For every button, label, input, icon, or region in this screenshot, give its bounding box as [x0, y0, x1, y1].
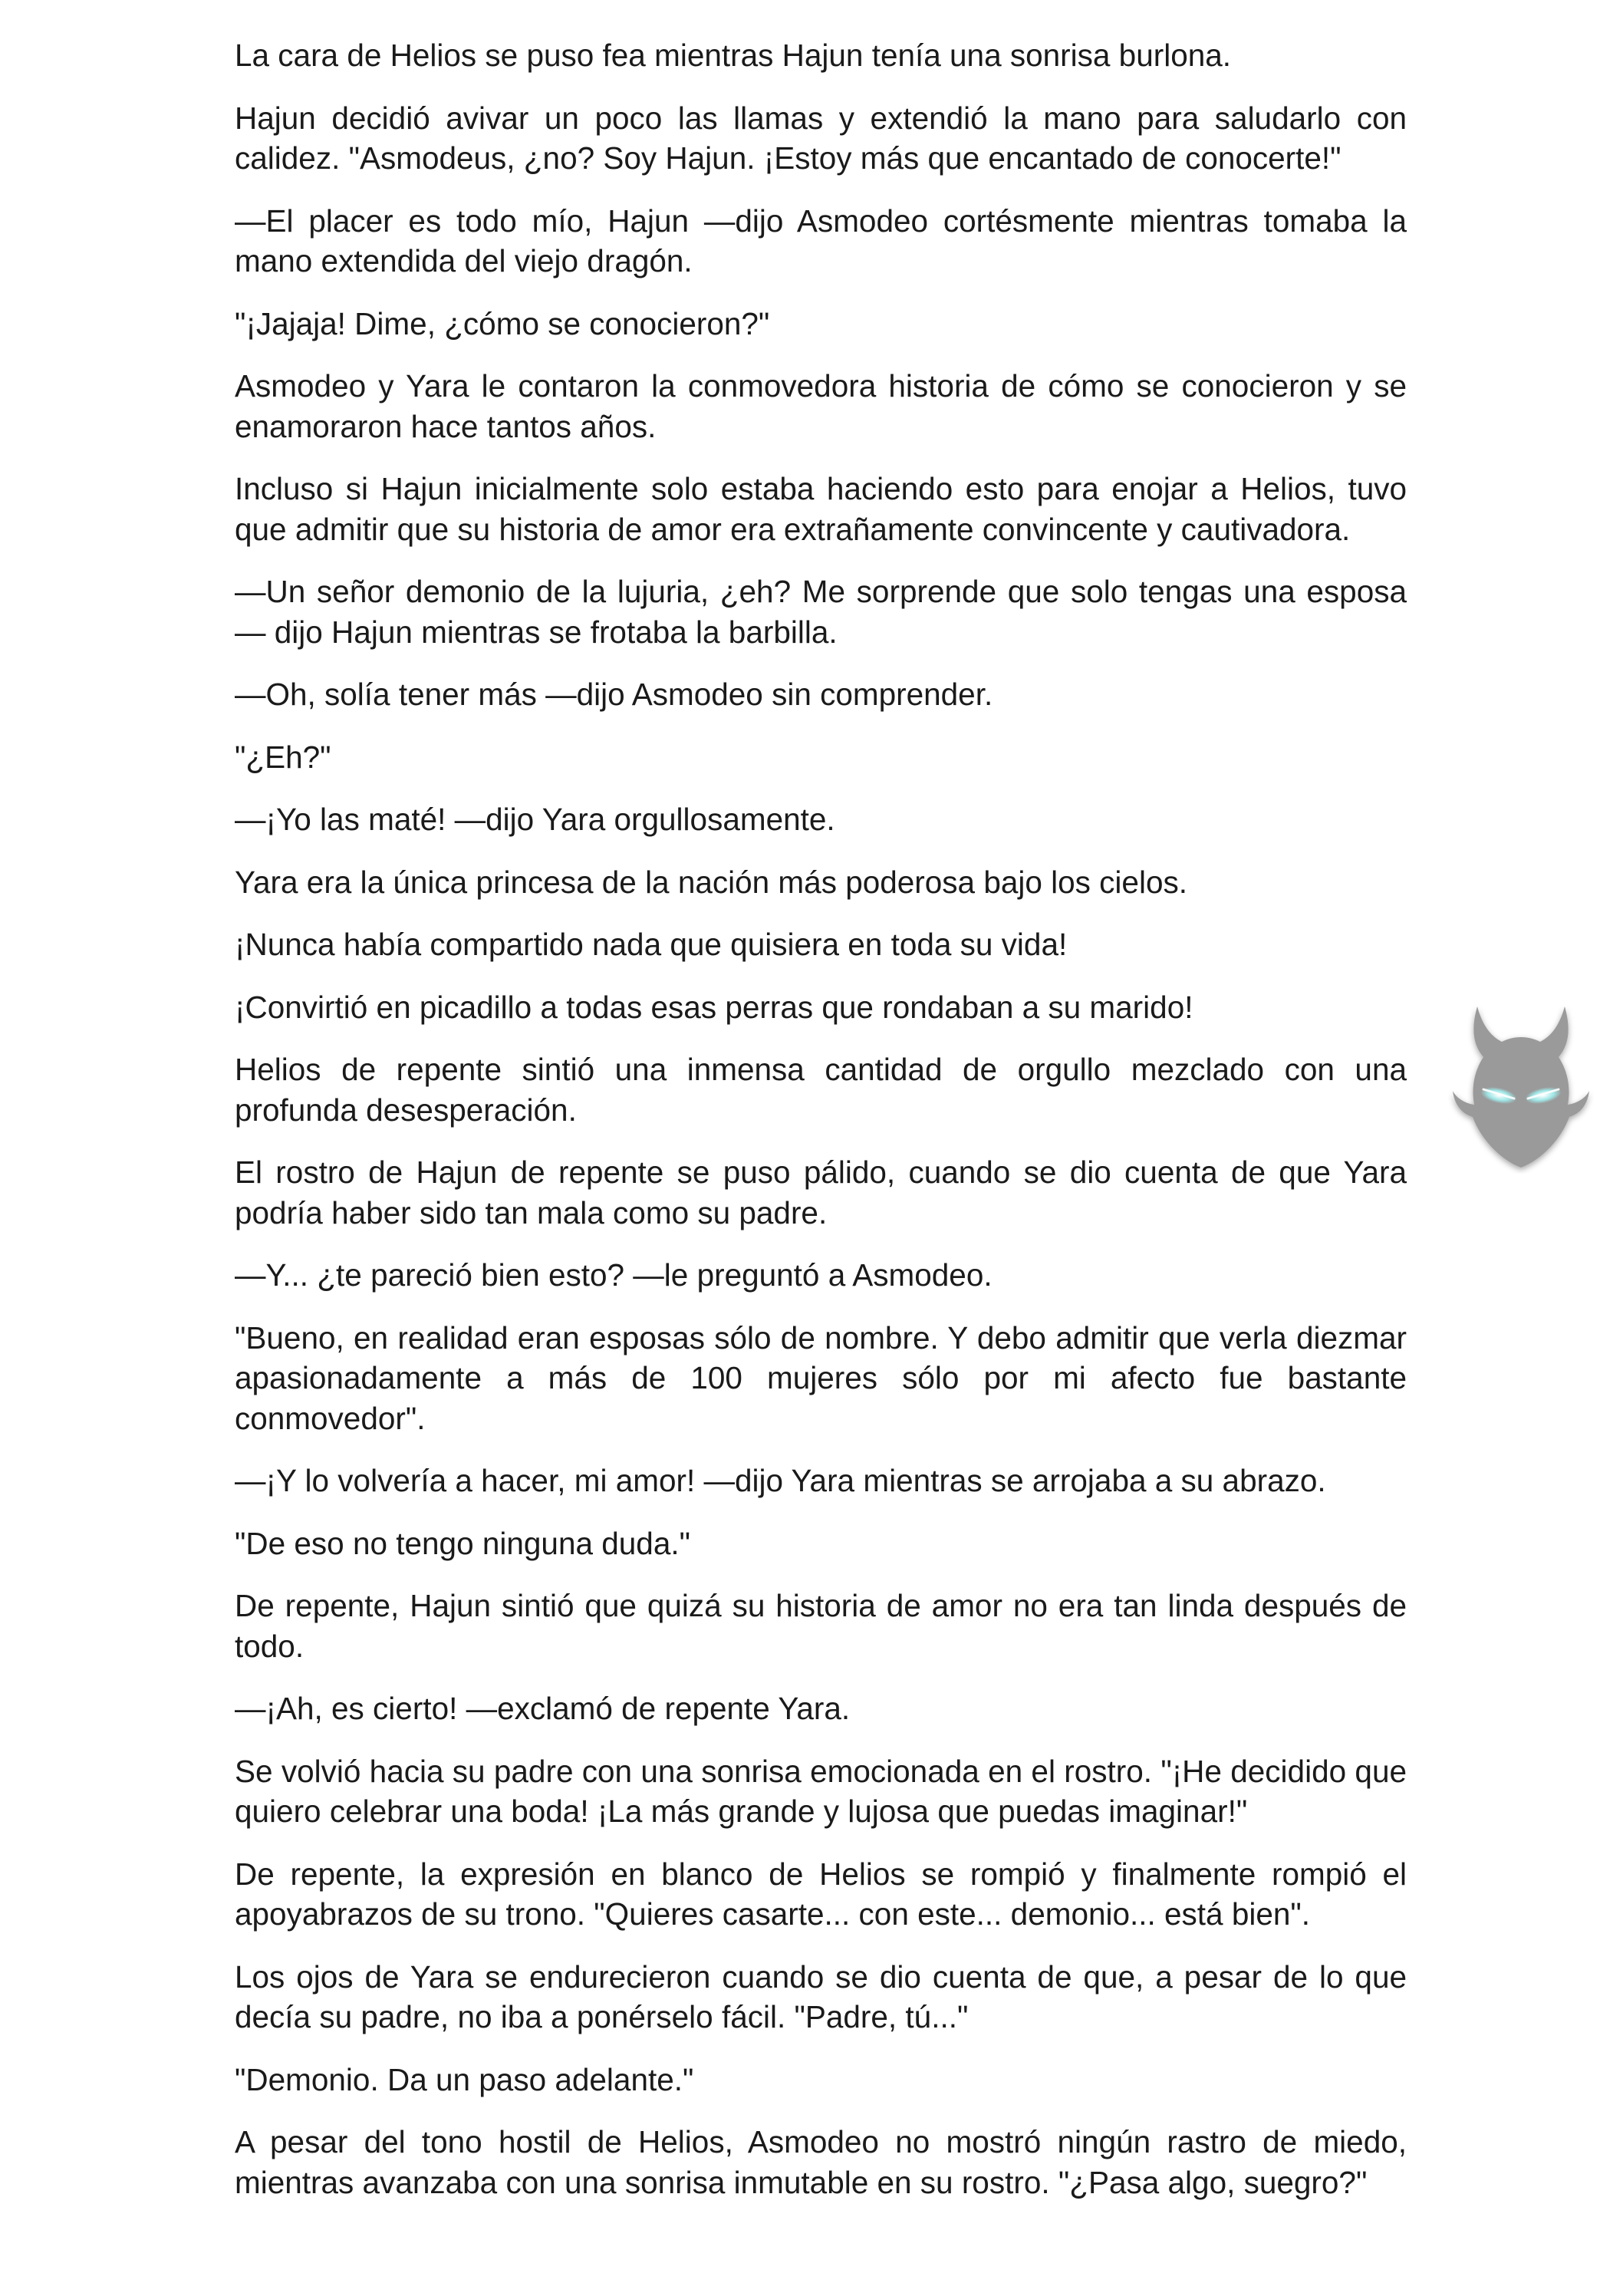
paragraph: —Y... ¿te pareció bien esto? —le preguntó a Asmodeo.: [235, 1257, 993, 1293]
paragraph: Se volvió hacia su padre con una sonrisa emocionada en el rostro. "¡He decidido que quiero celebrar una boda! ¡La más grande y lujosa que puedas imaginar!": [235, 1753, 1407, 1829]
paragraph: "¿Eh?": [235, 739, 331, 775]
paragraph: "De eso no tengo ninguna duda.": [235, 1525, 690, 1561]
paragraph: Hajun decidió avivar un poco las llamas y extendió la mano para saludarlo con calidez. "Asmodeus, ¿no? Soy Hajun. ¡Estoy más que encantado de conocerte!": [235, 100, 1407, 176]
paragraph: —¡Ah, es cierto! —exclamó de repente Yara.: [235, 1691, 851, 1726]
paragraph: —El placer es todo mío, Hajun —dijo Asmodeo cortésmente mientras tomaba la mano extendida del viejo dragón.: [235, 203, 1407, 278]
paragraph: "¡Jajaja! Dime, ¿cómo se conocieron?": [235, 305, 770, 341]
paragraph: —¡Yo las maté! —dijo Yara orgullosamente.: [235, 802, 835, 837]
demon-head-icon: [1448, 997, 1594, 1174]
paragraph: "Bueno, en realidad eran esposas sólo de nombre. Y debo admitir que verla diezmar apasionadamente a más de 100 mujeres sólo por mi afecto fue bastante conmovedor".: [235, 1319, 1407, 1436]
paragraph: Helios de repente sintió una inmensa cantidad de orgullo mezclado con una profunda desesperación.: [235, 1052, 1407, 1128]
paragraph: El rostro de Hajun de repente se puso pálido, cuando se dio cuenta de que Yara podría haber sido tan mala como su padre.: [235, 1155, 1407, 1230]
paragraph: —Oh, solía tener más —dijo Asmodeo sin comprender.: [235, 677, 993, 712]
document-page: [235, 35, 1407, 2225]
paragraph: La cara de Helios se puso fea mientras Hajun tenía una sonrisa burlona.: [235, 38, 1232, 73]
paragraph: A pesar del tono hostil de Helios, Asmodeo no mostró ningún rastro de miedo, mientras avanzaba con una sonrisa inmutable en su rostro. "¿Pasa algo, suegro?": [235, 2124, 1407, 2200]
paragraph: Yara era la única princesa de la nación más poderosa bajo los cielos.: [235, 864, 1187, 900]
paragraph: "Demonio. Da un paso adelante.": [235, 2061, 694, 2097]
paragraph: ¡Convirtió en picadillo a todas esas perras que rondaban a su marido!: [235, 989, 1193, 1025]
demon-head-watermark-graphic: [1448, 997, 1594, 1174]
paragraph: De repente, la expresión en blanco de Helios se rompió y finalmente rompió el apoyabrazos de su trono. "Quieres casarte... con este... demonio... está bien".: [235, 1856, 1407, 1932]
paragraph: —Un señor demonio de la lujuria, ¿eh? Me sorprende que solo tengas una esposa — dijo Hajun mientras se frotaba la barbilla.: [235, 574, 1407, 650]
paragraph: Incluso si Hajun inicialmente solo estaba haciendo esto para enojar a Helios, tuvo que admitir que su historia de amor era extrañamente convincente y cautivadora.: [235, 471, 1407, 547]
paragraph: Asmodeo y Yara le contaron la conmovedora historia de cómo se conocieron y se enamoraron hace tantos años.: [235, 368, 1407, 444]
paragraph: Los ojos de Yara se endurecieron cuando se dio cuenta de que, a pesar de lo que decía su padre, no iba a ponérselo fácil. "Padre, tú...": [235, 1958, 1407, 2034]
paragraph: ¡Nunca había compartido nada que quisiera en toda su vida!: [235, 927, 1068, 962]
paragraph: De repente, Hajun sintió que quizá su historia de amor no era tan linda después de todo.: [235, 1588, 1407, 1664]
paragraph: —¡Y lo volvería a hacer, mi amor! —dijo Yara mientras se arrojaba a su abrazo.: [235, 1463, 1326, 1498]
